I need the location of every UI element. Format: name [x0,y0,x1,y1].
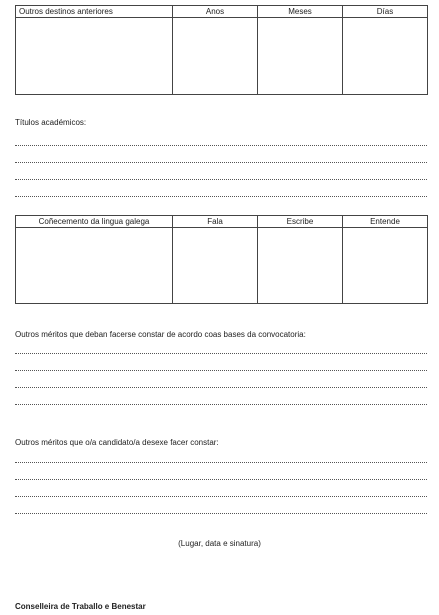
previous-postings-entry-row [16,18,428,95]
galician-language-entry-row [16,228,428,304]
merits-candidate-line-3[interactable] [15,496,427,497]
merits-bases-line-3[interactable] [15,387,427,388]
entry-cell-speaks[interactable] [173,228,258,304]
header-writes: Escribe [258,216,343,228]
entry-cell-language[interactable] [16,228,173,304]
merits-candidate-line-4[interactable] [15,513,427,514]
header-months: Meses [258,6,343,18]
merits-bases-line-2[interactable] [15,370,427,371]
merits-candidate-line-1[interactable] [15,462,427,463]
header-days: Días [343,6,428,18]
merits-bases-label: Outros méritos que deban facerse constar de acordo coas bases da convocatoria: [15,330,306,339]
entry-cell-understands[interactable] [343,228,428,304]
addressee-footer: Conselleira de Traballo e Benestar [15,602,146,611]
previous-postings-header-row [16,6,428,18]
entry-cell-months[interactable] [258,18,343,95]
signature-caption: (Lugar, data e sinatura) [178,539,261,548]
entry-cell-writes[interactable] [258,228,343,304]
academic-titles-label: Títulos académicos: [15,118,87,127]
header-years: Anos [173,6,258,18]
header-speaks: Fala [173,216,258,228]
academic-titles-line-1[interactable] [15,145,427,146]
merits-bases-line-4[interactable] [15,404,427,405]
merits-candidate-line-2[interactable] [15,479,427,480]
merits-bases-line-1[interactable] [15,353,427,354]
academic-titles-line-3[interactable] [15,179,427,180]
header-understands: Entende [343,216,428,228]
merits-candidate-label: Outros méritos que o/a candidato/a desexe facer constar: [15,438,219,447]
galician-language-header-row [16,216,428,228]
academic-titles-line-2[interactable] [15,162,427,163]
previous-postings-table [15,5,428,95]
entry-cell-days[interactable] [343,18,428,95]
header-previous-postings: Outros destinos anteriores [16,6,173,18]
academic-titles-line-4[interactable] [15,196,427,197]
entry-cell-posting[interactable] [16,18,173,95]
entry-cell-years[interactable] [173,18,258,95]
galician-language-table [15,215,428,304]
header-galician-knowledge: Coñecemento da lingua galega [16,216,173,228]
